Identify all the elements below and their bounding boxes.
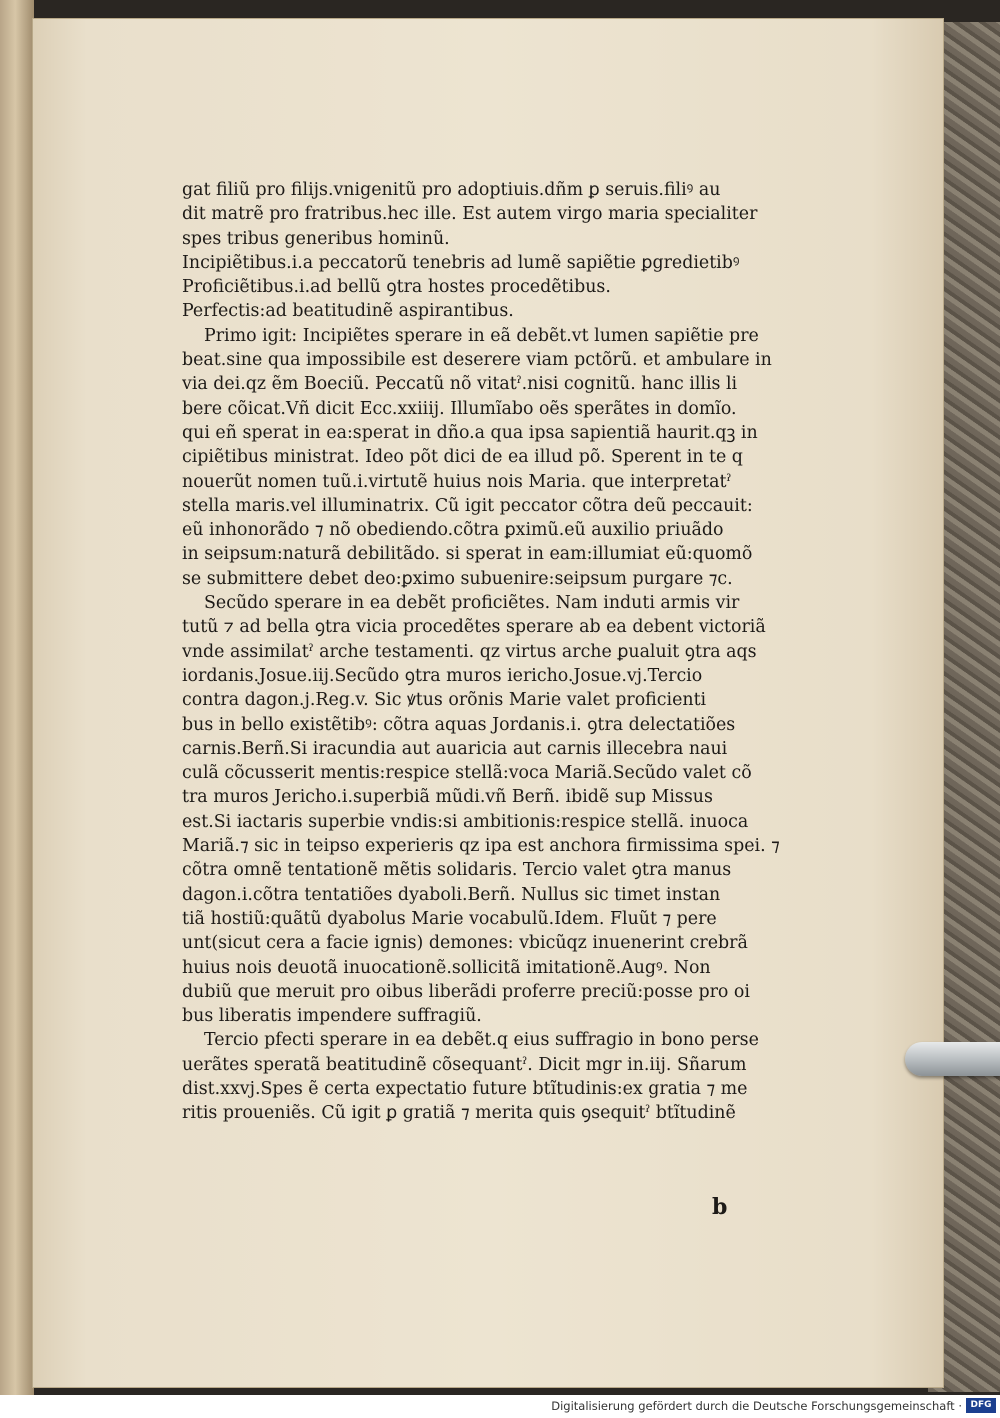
book-page: [32, 18, 944, 1388]
text-line: est.Si iactaris superbie vndis:si ambitionis:respice stellã. inuoca: [182, 811, 749, 832]
text-line: dist.xxvj.Spes ẽ certa expectatio future btĩtudinis:ex gratia ⁊ me: [182, 1078, 748, 1099]
text-line: cõtra omnẽ tentationẽ mẽtis solidaris. Tercio valet ꝯtra manus: [182, 860, 732, 881]
text-line: beat.sine qua impossibile est deserere viam pctõrũ. et ambulare in: [182, 350, 772, 371]
text-line: stella maris.vel illuminatrix. Cũ igit peccator cõtra deũ peccauit:: [182, 495, 753, 516]
text-line: Perfectis:ad beatitudinẽ aspirantibus.: [182, 301, 514, 322]
text-line: Mariã.⁊ sic in teipso experieris qz ipa est anchora firmissima spei. ⁊: [182, 836, 780, 857]
text-line: Tercio pfecti sperare in ea debẽt.q eius suffragio in bono perse: [204, 1030, 759, 1051]
text-line: in seipsum:naturã debilitãdo. si sperat in eam:illumiat eũ:quomõ: [182, 544, 753, 565]
text-line: dubiũ que meruit pro oibus liberãdi proferre preciũ:posse pro oi: [182, 981, 750, 1002]
text-line: dagon.i.cõtra tentatiões dyaboli.Berñ. Nullus sic timet instan: [182, 884, 721, 905]
dfg-logo: DFG: [966, 1398, 996, 1413]
text-line: Primo igit: Incipiẽtes sperare in eã debẽt.vt lumen sapiẽtie pre: [204, 325, 759, 346]
text-line: tra muros Jericho.i.superbiã mũdi.vñ Berñ. ibidẽ sup Missus: [182, 787, 713, 808]
text-line: dit matrẽ pro fratribus.hec ille. Est autem virgo maria specialiter: [182, 204, 758, 225]
text-line: se submittere debet deo:ꝑximo subuenire:seipsum purgare ⁊c.: [182, 568, 733, 589]
text-line: Proficiẽtibus.i.ad bellũ ꝯtra hostes procedẽtibus.: [182, 277, 611, 298]
footer-credit: Digitalisierung gefördert durch die Deutsche Forschungsgemeinschaft ·: [551, 1399, 962, 1413]
text-line: uerãtes speratã beatitudinẽ cõsequantˀ. Dicit mgr in.iij. Sñarum: [182, 1054, 747, 1075]
text-line: ritis proueniẽs. Cũ igit ꝑ gratiã ⁊ merita quis ꝯsequitˀ btĩtudinẽ: [182, 1103, 736, 1124]
text-line: tiã hostiũ:quãtũ dyabolus Marie vocabulũ.Idem. Fluũt ⁊ pere: [182, 908, 717, 929]
text-line: via dei.qz ẽm Boeciũ. Peccatũ nõ vitatˀ.nisi cognitũ. hanc illis li: [182, 374, 738, 395]
text-block: [182, 178, 822, 1126]
facing-page-edge: [0, 0, 34, 1395]
footer-bar: [0, 1395, 1000, 1418]
text-line: tutũ ⁊ ad bella ꝯtra vicia procedẽtes sperare ab ea debent victoriã: [182, 617, 766, 638]
text-line: bus in bello existẽtibꝰ: cõtra aquas Jordanis.i. ꝯtra delectatiões: [182, 714, 736, 735]
text-line: contra dagon.j.Reg.v. Sic ꝟtus orõnis Marie valet proficienti: [182, 690, 707, 711]
text-line: eũ inhonorãdo ⁊ nõ obediendo.cõtra ꝑximũ.eũ auxilio priuãdo: [182, 520, 724, 541]
text-line: culã cõcusserit mentis:respice stellã:voca Mariã.Secũdo valet cõ: [182, 763, 752, 784]
text-line: Incipiẽtibus.i.a peccatorũ tenebris ad lumẽ sapiẽtie ꝑgredietibꝰ: [182, 252, 740, 273]
text-line: huius nois deuotã inuocationẽ.sollicitã imitationẽ.Augꝰ. Non: [182, 957, 711, 978]
text-line: iordanis.Josue.iij.Secũdo ꝯtra muros iericho.Josue.vj.Tercio: [182, 665, 703, 686]
text-line: qui eñ sperat in ea:sperat in dño.a qua ipsa sapientiã haurit.qꝫ in: [182, 422, 758, 443]
text-line: bere cõicat.Vñ dicit Ecc.xxiiij. Illumĩabo oẽs sperãtes in domĩo.: [182, 398, 737, 419]
text-line: vnde assimilatˀ arche testamenti. qz virtus arche ꝑualuit ꝯtra aqs: [182, 641, 757, 662]
text-line: gat filiũ pro filijs.vnigenitũ pro adoptiuis.dñm ꝑ seruis.filiꝰ au: [182, 180, 721, 200]
text-line: unt(sicut cera a facie ignis) demones: vbicũqz inuenerint crebrã: [182, 933, 748, 954]
text-line: carnis.Berñ.Si iracundia aut auaricia aut carnis illecebra naui: [182, 738, 728, 759]
text-line: spes tribus generibus hominũ.: [182, 228, 450, 249]
text-line: Secũdo sperare in ea debẽt proficiẽtes. Nam induti armis vir: [204, 593, 740, 614]
text-line: bus liberatis impendere suffragiũ.: [182, 1006, 482, 1027]
page-clip: [905, 1042, 1000, 1076]
text-line: nouerũt nomen tuũ.i.virtutẽ huius nois Maria. que interpretatˀ: [182, 471, 732, 492]
text-line: cipiẽtibus ministrat. Ideo põt dici de ea illud põ. Sperent in te q: [182, 447, 743, 468]
signature-mark: b: [712, 1194, 728, 1220]
